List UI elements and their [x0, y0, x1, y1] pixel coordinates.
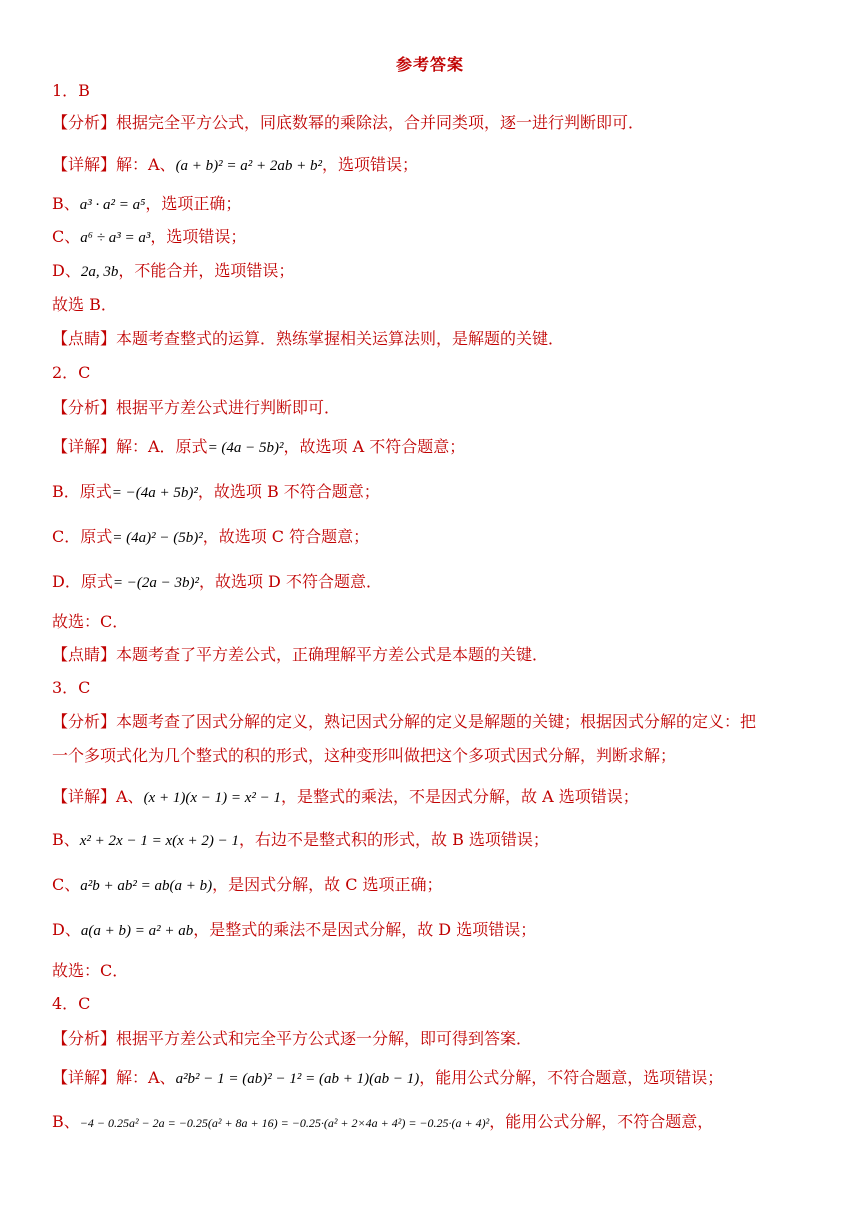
answer-line — [52, 919, 820, 942]
answer-line — [52, 526, 820, 549]
line-text: ，右边不是整式积的形式，故 B 选项错误； — [239, 830, 549, 849]
line-text: C、 — [52, 227, 81, 246]
line-text: 1．B — [52, 81, 90, 100]
line-text: 【详解】A、 — [52, 787, 144, 806]
answer-line — [52, 112, 820, 134]
page-title: 参考答案 — [395, 55, 464, 74]
formula: a⁶ ÷ a³ = a³ — [80, 230, 151, 246]
answer-line — [52, 226, 820, 249]
formula: x² + 2x − 1 = x(x + 2) − 1 — [79, 833, 239, 849]
line-text: 故选：C． — [52, 612, 129, 631]
formula: (a + b)² = a² + 2ab + b² — [175, 158, 323, 174]
line-text: ，能用公式分解，不符合题意， — [489, 1112, 714, 1131]
answer-line — [52, 786, 820, 809]
answer-line — [52, 611, 820, 633]
line-text: ，选项错误； — [322, 155, 419, 174]
answer-line — [52, 993, 820, 1015]
line-text: B、 — [52, 830, 80, 849]
line-text: C．原式 — [52, 527, 113, 546]
answer-line — [52, 1028, 820, 1050]
line-text: 【详解】解：A、 — [52, 1068, 176, 1087]
line-text: 4．C — [52, 994, 91, 1013]
formula: a(a + b) = a² + ab — [80, 923, 194, 939]
line-text: B、 — [52, 1112, 80, 1131]
formula: = −(2a − 3b)² — [112, 575, 199, 591]
line-text: 一个多项式化为几个整式的积的形式，这种变形叫做把这个多项式因式分解，判断求解； — [52, 746, 677, 765]
line-text: 【分析】本题考查了因式分解的定义，熟记因式分解的定义是解题的关键；根据因式分解的定义：把 — [52, 712, 757, 731]
answer-line — [52, 80, 820, 102]
answer-line — [52, 677, 820, 699]
formula: a²b² − 1 = (ab)² − 1² = (ab + 1)(ab − 1) — [175, 1071, 420, 1087]
line-text: ，是整式的乘法，不是因式分解，故 A 选项错误； — [281, 787, 639, 806]
line-text: 【分析】根据平方差公式进行判断即可． — [52, 398, 341, 417]
line-text: ，是因式分解，故 C 选项正确； — [212, 875, 443, 894]
line-text: B．原式 — [52, 482, 112, 501]
line-text: ，能用公式分解，不符合题意，选项错误； — [419, 1068, 724, 1087]
line-text: 3．C — [52, 678, 91, 697]
answer-line — [52, 829, 820, 852]
formula: = (4a)² − (5b)² — [112, 530, 203, 546]
line-text: 【点睛】本题考查了平方差公式，正确理解平方差公式是本题的关键． — [52, 645, 549, 664]
line-text: C、 — [52, 875, 81, 894]
line-text: ，选项错误； — [150, 227, 247, 246]
answer-line — [52, 436, 820, 459]
line-text: ，故选项 A 不符合题意； — [283, 437, 466, 456]
line-text: 【详解】解：A、 — [52, 155, 176, 174]
line-text: 故选 B． — [52, 295, 117, 314]
line-text: 故选：C． — [52, 961, 129, 980]
answer-line — [52, 294, 820, 316]
answer-line — [52, 481, 820, 504]
answer-line — [52, 362, 820, 384]
formula: a²b + ab² = ab(a + b) — [80, 878, 213, 894]
answer-line — [52, 874, 820, 897]
answer-line — [52, 328, 820, 350]
formula: = (4a − 5b)² — [207, 440, 284, 456]
line-text: ，是整式的乘法不是因式分解，故 D 选项错误； — [193, 920, 537, 939]
answer-line — [52, 1067, 820, 1090]
answer-line — [52, 193, 820, 216]
line-text: D、 — [52, 920, 81, 939]
answer-line — [52, 260, 820, 283]
line-text: 【分析】根据平方差公式和完全平方公式逐一分解，即可得到答案． — [52, 1029, 533, 1048]
formula: −4 − 0.25a² − 2a = −0.25(a² + 8a + 16) = −0.25·(a² + 2×4a + 4²) = −0.25·(a + 4)² — [79, 1116, 490, 1130]
formula: a³ · a² = a⁵ — [79, 197, 146, 213]
line-text: ，选项正确； — [145, 194, 242, 213]
line-text: ，不能合并，选项错误； — [118, 261, 295, 280]
line-text: 2．C — [52, 363, 91, 382]
line-text: D．原式 — [52, 572, 113, 591]
line-text: D、 — [52, 261, 81, 280]
line-text: ，故选项 C 符合题意； — [202, 527, 370, 546]
line-text: 【点睛】本题考查整式的运算．熟练掌握相关运算法则，是解题的关键． — [52, 329, 565, 348]
answer-line — [52, 644, 820, 666]
answer-line — [52, 154, 820, 177]
answer-line — [52, 397, 820, 419]
answer-line — [52, 1111, 820, 1134]
line-text: B、 — [52, 194, 80, 213]
answer-line — [52, 711, 820, 733]
line-text: ，故选项 D 不符合题意． — [198, 572, 382, 591]
formula: (x + 1)(x − 1) = x² − 1 — [143, 790, 282, 806]
answer-line — [52, 745, 820, 767]
line-text: 【分析】根据完全平方公式，同底数幂的乘除法，合并同类项，逐一进行判断即可． — [52, 113, 645, 132]
line-text: ，故选项 B 不符合题意； — [197, 482, 380, 501]
formula: 2a, 3b — [80, 264, 119, 280]
line-text: 【详解】解：A．原式 — [52, 437, 208, 456]
formula: = −(4a + 5b)² — [111, 485, 198, 501]
answer-line — [52, 960, 820, 982]
answer-line — [52, 571, 820, 594]
